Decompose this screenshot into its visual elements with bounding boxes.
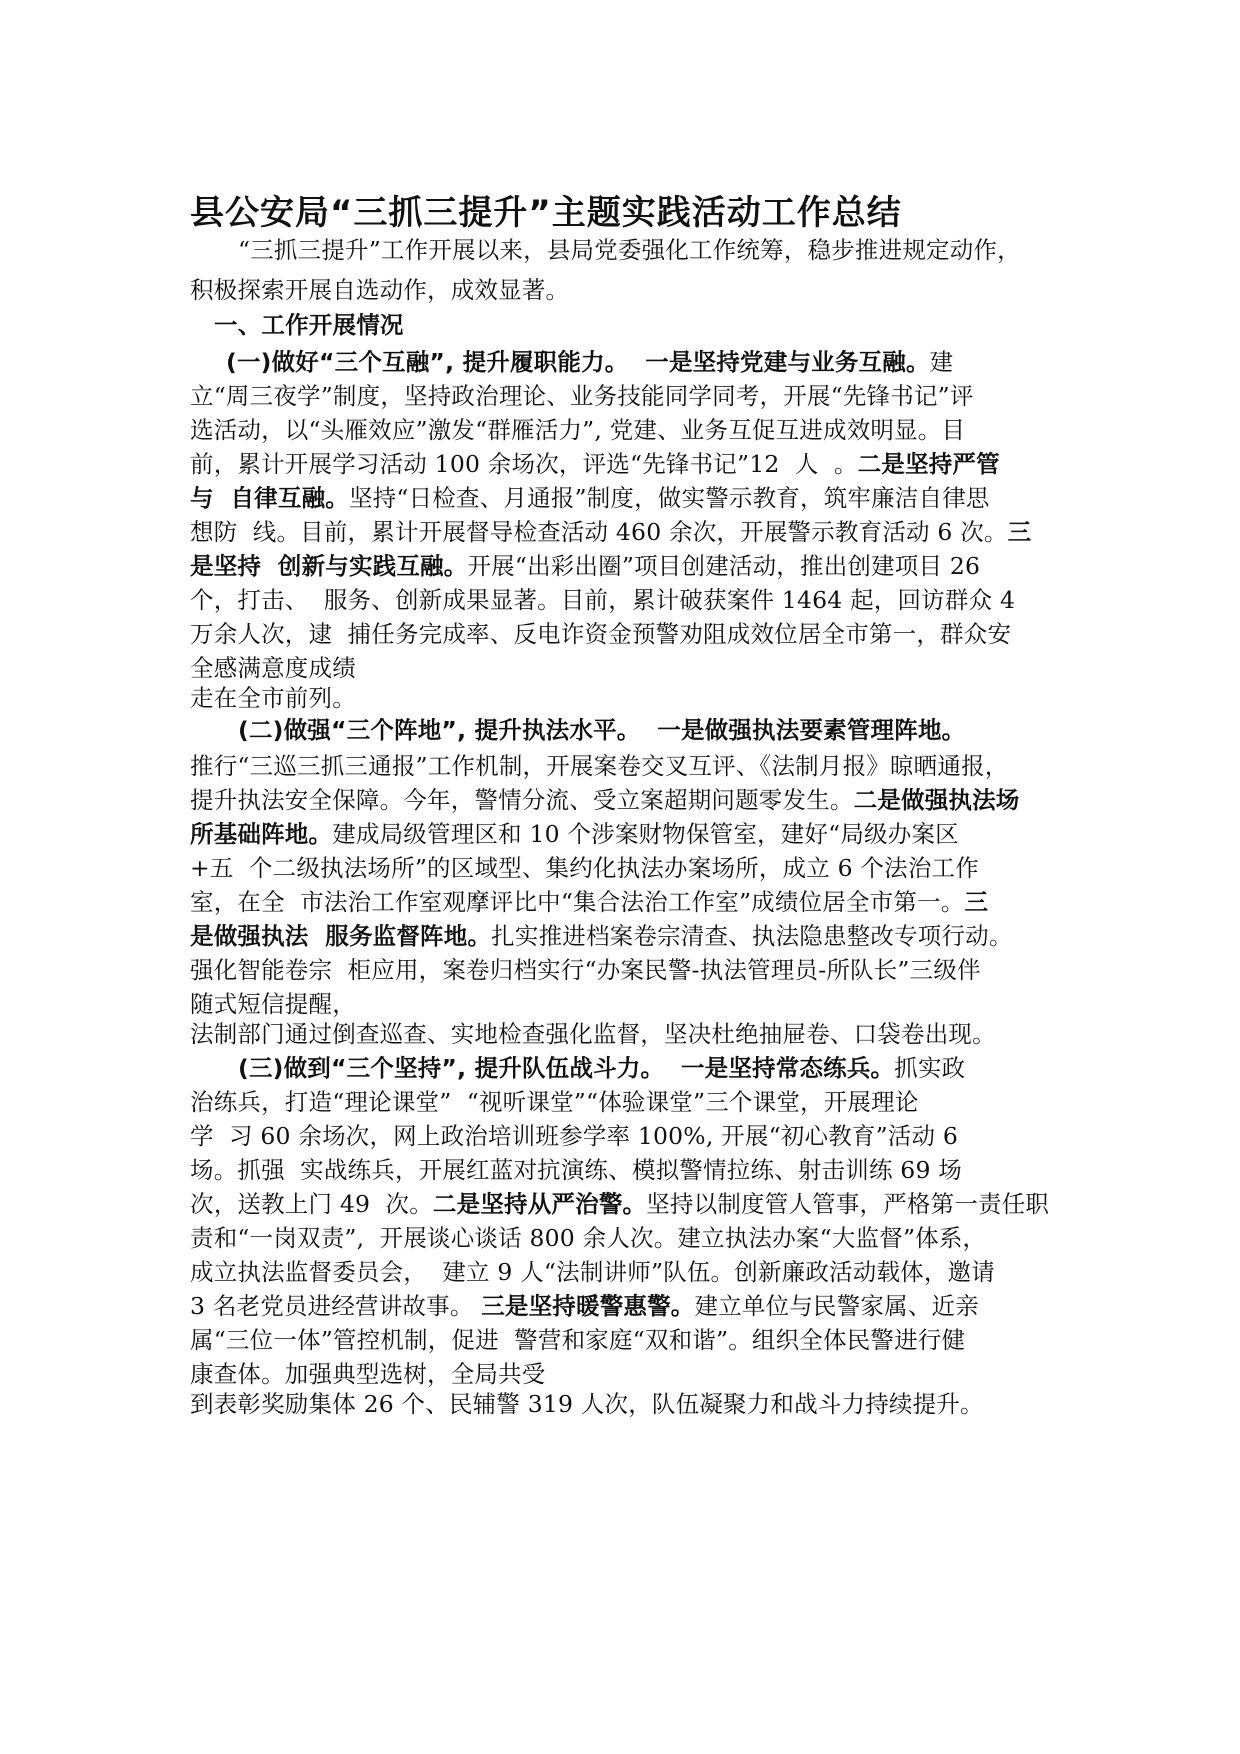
part1-line-2: 立“周三夜学”制度，坚持政治理论、业务技能同学同考，开展“先锋书记”评 [190,382,974,410]
part2-line-5: +五 个二级执法场所”的区域型、集约化执法办案场所，成立 6 个法治工作 [190,854,979,882]
part3-line-5-text2: 坚持以制度管人管事，严格第一责任职 [646,1190,1050,1218]
part2-line-7-text: 扎实推进档案卷宗清查、执法隐患整改专项行动。 [491,922,1013,950]
part3-heading: (三)做到“三个坚持”, 提升队伍战斗力。 一是坚持常态练兵。 [238,1054,895,1082]
part1-line-7-bold: 是坚持 创新与实践互融。 [190,552,468,580]
part2-line-6-text: 室，在全 市法治工作室观摩评比中“集合法治工作室”成绩位居全市第一。 [190,888,965,916]
part2-line-9: 随式短信提醒， [190,990,356,1018]
part3-line-10: 康查体。加强典型选树，全局共受 [190,1360,546,1388]
part2-line-3-text: 提升执法安全保障。今年，警情分流、受立案超期问题零发生。 [190,786,854,814]
part1-line-5-bold: 与 自律互融。 [190,484,349,512]
part2-line-2: 推行“三巡三抓三通报”工作机制，开展案卷交叉互评、《法制月报》晾晒通报， [190,752,1009,780]
part3-line-8-bold: 三是坚持暖警惠警。 [481,1292,695,1320]
part3-line-5-text: 次，送教上门 49 次。 [190,1190,433,1218]
part2-line-7-bold: 是做强执法 服务监督阵地。 [190,922,492,950]
part1-line-4-text: 前，累计开展学习活动 100 余场次，评选“先锋书记”12 人 。 [190,450,858,478]
part1-line-6-bold: 三 [1007,518,1032,546]
part3-line-11: 到表彰奖励集体 26 个、民辅警 319 人次，队伍凝聚力和战斗力持续提升。 [190,1390,984,1418]
part2-line-3-bold: 二是做强执法场 [853,786,1020,814]
part3-line-2: 治练兵，打造“理论课堂” “视听课堂”“体验课堂”三个课堂，开展理论 [190,1088,919,1116]
document-title: 县公安局“三抓三提升”主题实践活动工作总结 [190,193,902,233]
part3-line-1-text: 抓实政 [894,1054,966,1082]
part3-line-6: 责和“一岗双责”, 开展谈心谈话 800 余人次。建立执法办案“大监督”体系， [190,1224,987,1252]
part1-line-1-text: 建 [929,348,954,376]
intro-line-1: “三抓三提升”工作开展以来，县局党委强化工作统筹，稳步推进规定动作， [238,236,1021,264]
part2-line-1 [238,710,965,750]
part1-line-5-text: 坚持“日检查、月通报”制度，做实警示教育，筑牢廉洁自律思 [348,484,990,512]
part2-line-4-text: 建成局级管理区和 10 个涉案财物保管室，建好“局级办案区 [332,820,959,848]
part2-line-8: 强化智能卷宗 柜应用，案卷归档实行“办案民警-执法管理员-所队长”三级伴 [190,956,981,984]
part1-line-9: 万余人次，逮 捕任务完成率、反电诈资金预警劝阻成效位居全市第一，群众安 [190,620,1012,648]
part3-line-7: 成立执法监督委员会， 建立 9 人“法制讲师”队伍。创新廉政活动载体，邀请 [190,1258,995,1286]
part1-line-3: 选活动，以“头雁效应”激发“群雁活力”, 党建、业务互促互进成效明显。目 [190,416,966,444]
part1-line-8: 个，打击、 服务、创新成果显著。目前，累计破获案件 1464 起，回访群众 4 [190,586,1016,614]
document-page [190,0,1052,1754]
part2-heading: (二)做强“三个阵地”, 提升执法水平。 一是做强执法要素管理阵地。 [238,716,966,744]
part2-line-4-bold: 所基础阵地。 [190,820,333,848]
part1-line-7-text: 开展“出彩出圈”项目创建活动，推出创建项目 26 [467,552,981,580]
part3-line-3: 学 习 60 余场次，网上政治培训班参学率 100%, 开展“初心教育”活动 6 [190,1122,959,1150]
part1-heading: (一)做好“三个互融”, 提升履职能力。 一是坚持党建与业务互融。 [226,348,930,376]
part1-line-10: 全感满意度成绩 [190,654,356,682]
part1-line-11: 走在全市前列。 [190,684,356,712]
part2-line-6-bold: 三 [964,888,989,916]
part3-line-4: 场。抓强 实战练兵，开展红蓝对抗演练、模拟警情拉练、射击训练 69 场 [190,1156,962,1184]
part1-line-4-bold: 二是坚持严管 [857,450,1000,478]
part3-line-9: 属“三位一体”管控机制，促进 警营和家庭“双和谐”。组织全体民警进行健 [190,1326,966,1354]
part3-line-5-bold: 二是坚持从严治警。 [432,1190,647,1218]
part3-line-8-text: 3 名老党员进经营讲故事。 [190,1292,482,1320]
intro-line-2: 积极探索开展自选动作，成效显著。 [190,276,570,304]
section-heading: 一、工作开展情况 [214,311,404,339]
part3-line-8-text2: 建立单位与民警家属、近亲 [694,1292,979,1320]
part2-line-10: 法制部门通过倒查巡查、实地检查强化监督，坚决杜绝抽屉卷、口袋卷出现。 [190,1020,996,1048]
part1-line-6-text: 想防 线。目前，累计开展督导检查活动 460 余次，开展警示教育活动 6 次。 [190,518,1008,546]
